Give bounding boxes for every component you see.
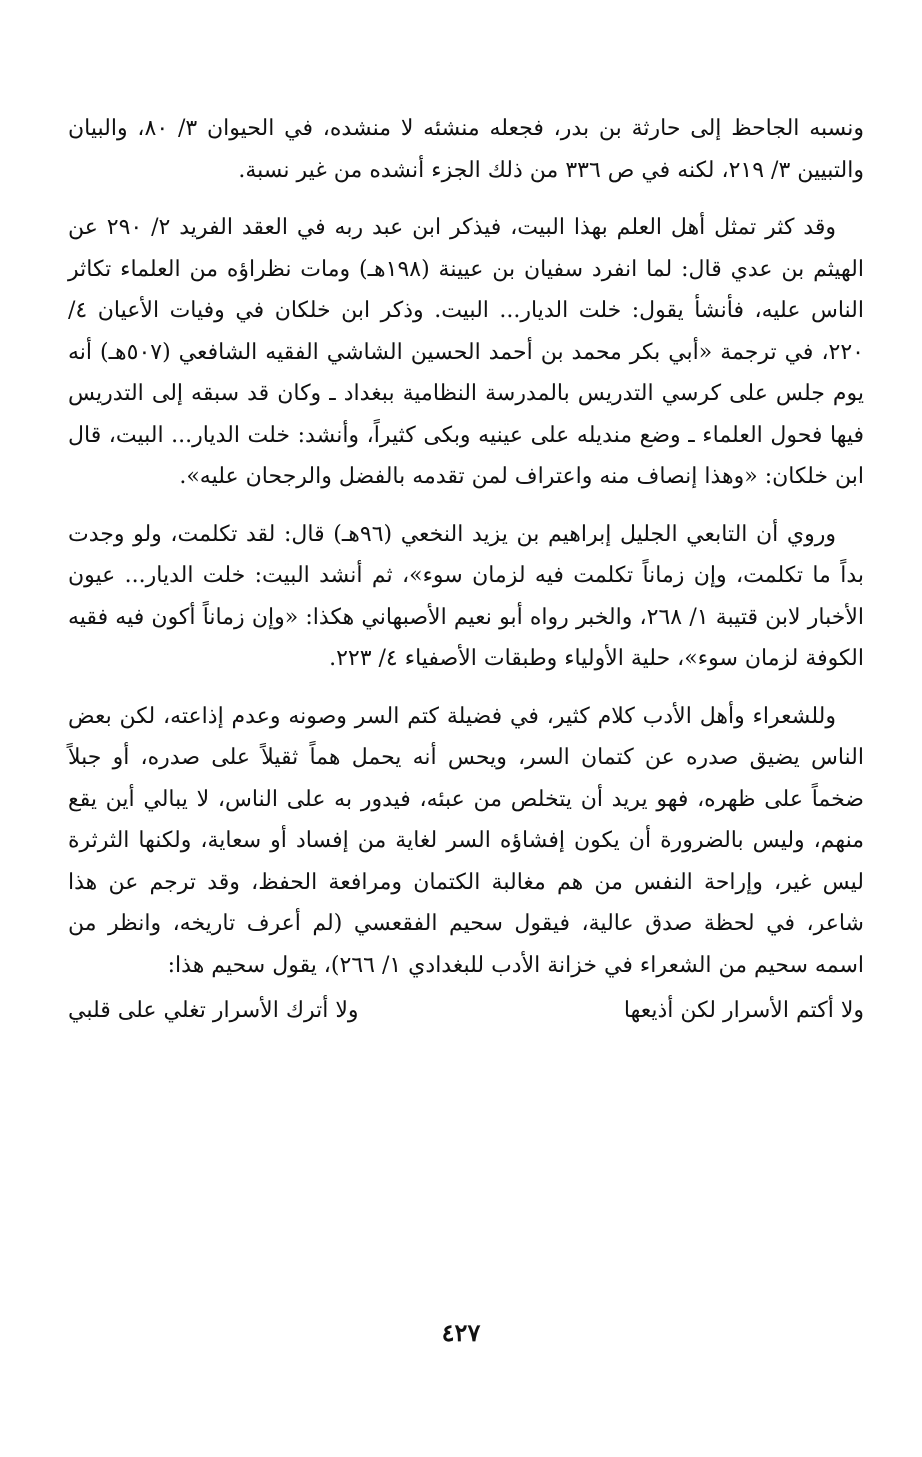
page-body [68, 108, 864, 1031]
paragraph-2: وقد كثر تمثل أهل العلم بهذا البيت، فيذكر ابن عبد ربه في العقد الفريد ٢/ ٢٩٠ عن الهيثم بن عدي قال: لما انفرد سفيان بن عيينة (١٩٨هـ) ومات نظراؤه من العلماء تكاثر الناس عليه، فأنشأ يقول: خلت الديار... البيت. وذكر ابن خلكان في وفيات الأعيان ٤/ ٢٢٠، في ترجمة «أبي بكر محمد بن أحمد الحسين الشاشي الفقيه الشافعي (٥٠٧هـ) أنه يوم جلس على كرسي التدريس بالمدرسة النظامية ببغداد ـ وكان قد سبقه إلى التدريس فيها فحول العلماء ـ وضع منديله على عينيه وبكى كثيراً، وأنشد: خلت الديار... البيت، قال ابن خلكان: «وهذا إنصاف منه واعتراف لمن تقدمه بالفضل والرجحان عليه». [68, 215, 864, 489]
verse-second-hemistich: ولا أترك الأسرار تغلي على قلبي [68, 998, 359, 1023]
paragraph-4: وللشعراء وأهل الأدب كلام كثير، في فضيلة كتم السر وصونه وعدم إذاعته، لكن بعض الناس يضيق صدره عن كتمان السر، ويحس أنه يحمل هماً ثقيلاً على صدره، أو جبلاً ضخماً على ظهره، فهو يريد أن يتخلص من عبئه، فيدور به على الناس، لا يبالي أين يقع منهم، وليس بالضرورة أن يكون إفشاؤه السر لغاية من إفساد أو سعاية، ولكنها الثرثرة ليس غير، وإراحة النفس من هم مغالبة الكتمان ومرافعة الحفظ، وقد ترجم عن هذا شاعر، في لحظة صدق عالية، فيقول سحيم الفقعسي (لم أعرف تاريخه، وانظر من اسمه سحيم من الشعراء في خزانة الأدب للبغدادي ١/ ٢٦٦)، يقول سحيم هذا: [68, 703, 864, 978]
verse-first-hemistich: ولا أكتم الأسرار لكن أذيعها [623, 998, 864, 1023]
paragraph-gap [68, 498, 864, 514]
paragraph-gap [68, 680, 864, 696]
paragraph-1: ونسبه الجاحظ إلى حارثة بن بدر، فجعله منشئه لا منشده، في الحيوان ٣/ ٨٠، والبيان والتبيين ٣/ ٢١٩، لكنه في ص ٣٣٦ من ذلك الجزء أنشده من غير نسبة. [68, 116, 865, 183]
page-number: ٤٢٧ [441, 1318, 481, 1347]
paragraph-3: وروي أن التابعي الجليل إبراهيم بن يزيد النخعي (٩٦هـ) قال: لقد تكلمت، ولو وجدت بداً ما تكلمت، وإن زماناً تكلمت فيه لزمان سوء»، ثم أنشد البيت: خلت الديار... عيون الأخبار لابن قتيبة ١/ ٢٦٨، والخبر رواه أبو نعيم الأصبهاني هكذا: «وإن زماناً أكون فيه فقيه الكوفة لزمان سوء»، حلية الأولياء وطبقات الأصفياء ٤/ ٢٢٣. [68, 521, 865, 671]
poetry-verse [68, 990, 864, 1031]
paragraph-gap [68, 191, 864, 207]
